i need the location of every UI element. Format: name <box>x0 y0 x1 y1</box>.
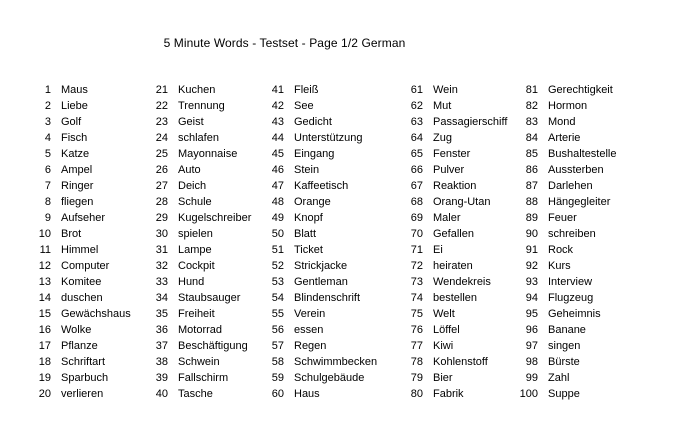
word-row <box>0 290 131 306</box>
word-row <box>117 290 251 306</box>
word-column-3 <box>233 82 377 402</box>
word-row <box>487 338 617 354</box>
word-number: 46 <box>271 164 284 176</box>
word-number: 86 <box>525 164 538 176</box>
word-text: Blatt <box>294 228 317 240</box>
word-number: 73 <box>410 276 423 288</box>
word-number: 2 <box>44 100 51 112</box>
word-text: Auto <box>178 164 201 176</box>
word-number: 63 <box>410 116 423 128</box>
word-text: Bushaltestelle <box>548 148 617 160</box>
word-number: 65 <box>410 148 423 160</box>
word-row <box>487 354 617 370</box>
word-number: 30 <box>155 228 168 240</box>
word-text: Wolke <box>61 324 92 336</box>
word-text: Hängegleiter <box>548 196 611 208</box>
word-number: 28 <box>155 196 168 208</box>
word-text: Feuer <box>548 212 577 224</box>
word-text: Schulgebäude <box>294 372 365 384</box>
word-row <box>0 274 131 290</box>
word-text: Staubsauger <box>178 292 241 304</box>
word-number: 17 <box>38 340 51 352</box>
word-row <box>0 114 131 130</box>
word-text: Gedicht <box>294 116 332 128</box>
word-text: Löffel <box>433 324 460 336</box>
word-row <box>487 98 617 114</box>
word-text: Beschäftigung <box>178 340 248 352</box>
word-text: essen <box>294 324 324 336</box>
word-number: 66 <box>410 164 423 176</box>
word-text: Haus <box>294 388 320 400</box>
word-number: 12 <box>38 260 51 272</box>
word-row <box>233 162 377 178</box>
word-number: 13 <box>38 276 51 288</box>
word-number: 39 <box>155 372 168 384</box>
word-text: Hund <box>178 276 205 288</box>
word-number: 91 <box>525 244 538 256</box>
word-number: 64 <box>410 132 423 144</box>
word-row <box>487 306 617 322</box>
word-number: 22 <box>155 100 168 112</box>
word-text: singen <box>548 340 581 352</box>
word-number: 84 <box>525 132 538 144</box>
word-text: Pulver <box>433 164 465 176</box>
word-text: Banane <box>548 324 586 336</box>
word-number: 44 <box>271 132 284 144</box>
word-text: Orang-Utan <box>433 196 491 208</box>
word-number: 24 <box>155 132 168 144</box>
word-row <box>233 354 377 370</box>
word-row <box>0 370 131 386</box>
word-text: See <box>294 100 314 112</box>
word-text: schlafen <box>178 132 219 144</box>
word-number: 100 <box>519 388 538 400</box>
word-text: Welt <box>433 308 455 320</box>
word-number: 47 <box>271 180 284 192</box>
word-text: Bürste <box>548 356 580 368</box>
word-number: 85 <box>525 148 538 160</box>
word-number: 33 <box>155 276 168 288</box>
word-text: Kaffeetisch <box>294 180 349 192</box>
word-row <box>117 178 251 194</box>
word-row <box>487 242 617 258</box>
word-text: Fisch <box>61 132 88 144</box>
word-number: 3 <box>44 116 51 128</box>
word-text: bestellen <box>433 292 478 304</box>
word-row <box>487 386 617 402</box>
word-text: Kiwi <box>433 340 454 352</box>
word-number: 14 <box>38 292 51 304</box>
word-number: 89 <box>525 212 538 224</box>
word-row <box>233 178 377 194</box>
word-number: 54 <box>271 292 284 304</box>
word-row <box>487 162 617 178</box>
word-number: 57 <box>271 340 284 352</box>
word-text: Knopf <box>294 212 323 224</box>
word-row <box>233 274 377 290</box>
word-row <box>487 290 617 306</box>
word-row <box>487 210 617 226</box>
word-text: Ringer <box>61 180 94 192</box>
word-number: 96 <box>525 324 538 336</box>
word-row <box>0 194 131 210</box>
word-text: Tasche <box>178 388 213 400</box>
word-row <box>233 386 377 402</box>
word-text: Arterie <box>548 132 581 144</box>
word-text: Verein <box>294 308 326 320</box>
word-text: Liebe <box>61 100 88 112</box>
word-row <box>233 210 377 226</box>
word-number: 34 <box>155 292 168 304</box>
word-number: 90 <box>525 228 538 240</box>
word-number: 45 <box>271 148 284 160</box>
word-row <box>0 162 131 178</box>
word-text: Kurs <box>548 260 571 272</box>
word-text: Kugelschreiber <box>178 212 252 224</box>
word-text: Schriftart <box>61 356 106 368</box>
word-number: 56 <box>271 324 284 336</box>
word-row <box>487 114 617 130</box>
word-number: 7 <box>44 180 51 192</box>
word-text: Geist <box>178 116 204 128</box>
word-number: 37 <box>155 340 168 352</box>
word-row <box>233 226 377 242</box>
word-text: Gefallen <box>433 228 474 240</box>
word-number: 69 <box>410 212 423 224</box>
word-number: 72 <box>410 260 423 272</box>
word-number: 26 <box>155 164 168 176</box>
word-number: 16 <box>38 324 51 336</box>
word-row <box>0 178 131 194</box>
word-row <box>0 210 131 226</box>
word-row <box>233 290 377 306</box>
word-number: 97 <box>525 340 538 352</box>
word-row <box>0 146 131 162</box>
word-text: Stein <box>294 164 320 176</box>
word-row <box>0 354 131 370</box>
word-text: Aufseher <box>61 212 106 224</box>
word-number: 43 <box>271 116 284 128</box>
word-row <box>487 370 617 386</box>
word-row <box>233 370 377 386</box>
word-row <box>0 98 131 114</box>
word-text: Schwimmbecken <box>294 356 378 368</box>
word-text: Deich <box>178 180 207 192</box>
word-row <box>117 162 251 178</box>
word-row <box>117 146 251 162</box>
word-row <box>117 338 251 354</box>
word-text: Unterstützung <box>294 132 363 144</box>
word-row <box>0 322 131 338</box>
word-text: Gerechtigkeit <box>548 84 613 96</box>
word-text: Fallschirm <box>178 372 229 384</box>
word-text: Aussterben <box>548 164 604 176</box>
word-row <box>0 386 131 402</box>
word-number: 6 <box>44 164 51 176</box>
word-row <box>117 194 251 210</box>
word-number: 62 <box>410 100 423 112</box>
word-row <box>117 226 251 242</box>
word-text: Golf <box>61 116 82 128</box>
word-number: 75 <box>410 308 423 320</box>
word-text: Wein <box>433 84 458 96</box>
word-number: 92 <box>525 260 538 272</box>
word-row <box>117 210 251 226</box>
word-number: 25 <box>155 148 168 160</box>
word-text: Ampel <box>61 164 93 176</box>
word-number: 19 <box>38 372 51 384</box>
word-number: 70 <box>410 228 423 240</box>
word-text: Wendekreis <box>433 276 491 288</box>
word-number: 52 <box>271 260 284 272</box>
word-text: Katze <box>61 148 90 160</box>
word-number: 31 <box>155 244 168 256</box>
word-row <box>117 98 251 114</box>
word-row <box>233 322 377 338</box>
word-number: 27 <box>155 180 168 192</box>
word-text: Darlehen <box>548 180 593 192</box>
word-number: 32 <box>155 260 168 272</box>
word-column-5 <box>487 82 617 402</box>
word-number: 78 <box>410 356 423 368</box>
word-row <box>487 226 617 242</box>
word-text: Kohlenstoff <box>433 356 488 368</box>
word-number: 61 <box>410 84 423 96</box>
word-text: Rock <box>548 244 574 256</box>
word-number: 95 <box>525 308 538 320</box>
word-number: 23 <box>155 116 168 128</box>
word-text: spielen <box>178 228 213 240</box>
word-row <box>117 370 251 386</box>
word-row <box>0 226 131 242</box>
word-number: 76 <box>410 324 423 336</box>
word-row <box>117 322 251 338</box>
word-row <box>0 338 131 354</box>
word-text: heiraten <box>433 260 473 272</box>
word-text: schreiben <box>548 228 596 240</box>
word-text: Zahl <box>548 372 570 384</box>
word-text: Cockpit <box>178 260 215 272</box>
word-row <box>117 242 251 258</box>
word-number: 35 <box>155 308 168 320</box>
word-row <box>233 306 377 322</box>
word-row <box>487 146 617 162</box>
word-number: 51 <box>271 244 284 256</box>
word-text: Mut <box>433 100 452 112</box>
word-number: 8 <box>44 196 51 208</box>
word-row <box>487 258 617 274</box>
word-number: 99 <box>525 372 538 384</box>
word-column-2 <box>117 82 251 402</box>
word-row <box>233 114 377 130</box>
word-number: 21 <box>155 84 168 96</box>
word-text: Komitee <box>61 276 102 288</box>
word-text: fliegen <box>61 196 94 208</box>
word-row <box>233 98 377 114</box>
word-text: Schule <box>178 196 212 208</box>
word-number: 5 <box>44 148 51 160</box>
word-row <box>0 306 131 322</box>
word-number: 68 <box>410 196 423 208</box>
word-number: 48 <box>271 196 284 208</box>
word-number: 93 <box>525 276 538 288</box>
word-column-1 <box>0 82 131 402</box>
word-row <box>0 130 131 146</box>
word-number: 80 <box>410 388 423 400</box>
word-text: Mayonnaise <box>178 148 238 160</box>
word-number: 20 <box>38 388 51 400</box>
word-text: Fenster <box>433 148 471 160</box>
word-text: Fabrik <box>433 388 464 400</box>
word-text: Orange <box>294 196 331 208</box>
word-text: Pflanze <box>61 340 98 352</box>
word-number: 29 <box>155 212 168 224</box>
word-number: 67 <box>410 180 423 192</box>
word-text: Maus <box>61 84 88 96</box>
word-number: 40 <box>155 388 168 400</box>
word-row <box>117 274 251 290</box>
word-number: 36 <box>155 324 168 336</box>
word-number: 53 <box>271 276 284 288</box>
word-text: Geheimnis <box>548 308 601 320</box>
word-number: 10 <box>38 228 51 240</box>
word-row <box>0 82 131 98</box>
word-number: 4 <box>44 132 51 144</box>
word-text: Motorrad <box>178 324 223 336</box>
word-text: Hormon <box>548 100 588 112</box>
word-row <box>117 258 251 274</box>
word-text: Zug <box>433 132 452 144</box>
word-number: 81 <box>525 84 538 96</box>
word-number: 71 <box>410 244 423 256</box>
word-number: 74 <box>410 292 423 304</box>
word-row <box>233 82 377 98</box>
word-row <box>0 258 131 274</box>
word-number: 9 <box>44 212 51 224</box>
word-text: Fleiß <box>294 84 319 96</box>
word-text: Brot <box>61 228 82 240</box>
page-title: 5 Minute Words - Testset - Page 1/2 German <box>163 36 406 50</box>
word-text: Reaktion <box>433 180 477 192</box>
word-text: Sparbuch <box>61 372 109 384</box>
word-number: 98 <box>525 356 538 368</box>
word-row <box>117 114 251 130</box>
word-row <box>117 354 251 370</box>
word-text: Maler <box>433 212 461 224</box>
word-text: Freiheit <box>178 308 215 320</box>
word-row <box>487 82 617 98</box>
word-number: 83 <box>525 116 538 128</box>
word-text: Suppe <box>548 388 580 400</box>
word-text: Ticket <box>294 244 323 256</box>
word-number: 59 <box>271 372 284 384</box>
word-number: 42 <box>271 100 284 112</box>
word-row <box>117 82 251 98</box>
word-number: 55 <box>271 308 284 320</box>
word-text: Gewächshaus <box>61 308 131 320</box>
word-number: 94 <box>525 292 538 304</box>
word-text: Strickjacke <box>294 260 348 272</box>
word-text: Himmel <box>61 244 99 256</box>
word-text: Passagierschiff <box>433 116 508 128</box>
word-number: 11 <box>39 244 51 256</box>
word-text: Kuchen <box>178 84 216 96</box>
word-row <box>233 130 377 146</box>
word-row <box>233 338 377 354</box>
word-text: duschen <box>61 292 103 304</box>
word-row <box>117 130 251 146</box>
word-number: 38 <box>155 356 168 368</box>
word-row <box>233 146 377 162</box>
word-row <box>117 386 251 402</box>
word-text: Interview <box>548 276 593 288</box>
word-row <box>117 306 251 322</box>
word-row <box>0 242 131 258</box>
word-text: Trennung <box>178 100 225 112</box>
word-text: Flugzeug <box>548 292 594 304</box>
word-number: 50 <box>271 228 284 240</box>
word-row <box>487 322 617 338</box>
word-text: verlieren <box>61 388 104 400</box>
word-row <box>233 242 377 258</box>
word-number: 77 <box>410 340 423 352</box>
word-text: Blindenschrift <box>294 292 361 304</box>
word-number: 58 <box>271 356 284 368</box>
word-number: 1 <box>44 84 51 96</box>
word-text: Bier <box>433 372 453 384</box>
word-number: 82 <box>525 100 538 112</box>
word-number: 88 <box>525 196 538 208</box>
word-number: 60 <box>271 388 284 400</box>
word-text: Schwein <box>178 356 220 368</box>
word-row <box>233 258 377 274</box>
word-text: Eingang <box>294 148 335 160</box>
word-text: Computer <box>61 260 110 272</box>
word-text: Ei <box>433 244 443 256</box>
word-row <box>487 274 617 290</box>
word-row <box>487 178 617 194</box>
word-number: 18 <box>38 356 51 368</box>
word-number: 79 <box>410 372 423 384</box>
word-text: Mond <box>548 116 576 128</box>
word-text: Gentleman <box>294 276 348 288</box>
word-number: 87 <box>525 180 538 192</box>
word-number: 15 <box>38 308 51 320</box>
word-row <box>487 130 617 146</box>
word-number: 49 <box>271 212 284 224</box>
word-text: Regen <box>294 340 327 352</box>
word-row <box>233 194 377 210</box>
word-number: 41 <box>271 84 284 96</box>
word-row <box>487 194 617 210</box>
word-text: Lampe <box>178 244 212 256</box>
